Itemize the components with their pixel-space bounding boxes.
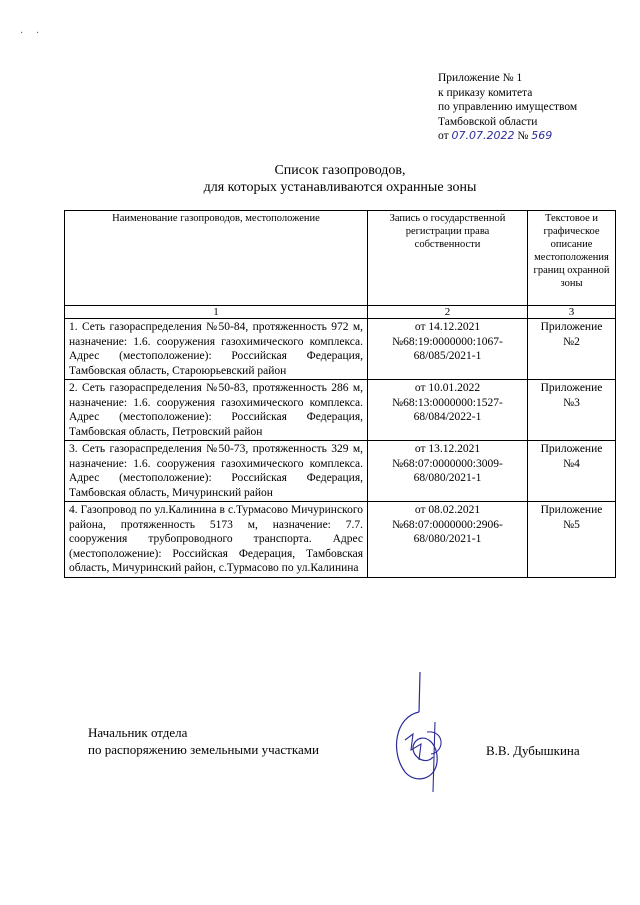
signatory-position (88, 724, 319, 758)
annex-line-3: по управлению имуществом (438, 101, 578, 113)
row-name: 2. Сеть газораспределения №50-83, протяженность 286 м, назначение: 1.6. сооружения газохимического комплекса. Адрес (местоположение): Российская Федерация, Тамбовская область, Петровский район (65, 380, 368, 441)
annex-line-1: Приложение № 1 (438, 72, 523, 84)
annex-number-prefix: № (517, 130, 529, 142)
row-registration: от 10.01.2022 №68:13:0000000:1527-68/084/2022-1 (368, 380, 528, 441)
header-name: Наименование газопроводов, местоположение (65, 211, 368, 306)
row-registration: от 13.12.2021 №68:07:0000000:3009-68/080/2021-1 (368, 441, 528, 502)
row-attachment: Приложение №2 (528, 319, 616, 380)
annex-date-line (438, 129, 577, 144)
row-name: 4. Газопровод по ул.Калинина в с.Турмасово Мичуринского района, протяженность 5173 м, назначение: 7.7. сооружения трубопроводного транспорта. Адрес (местоположение): Российская Федерация, Тамбовская область, Мичуринский район, с.Турмасово по ул.Калинина (65, 502, 368, 578)
annex-date-handwritten: 07.07.2022 (451, 129, 515, 142)
signer-name: В.В. Дубышкина (486, 743, 580, 758)
table-row (65, 441, 616, 502)
header-description: Текстовое и графическое описание местоположения границ охранной зоны (528, 211, 616, 306)
row-attachment: Приложение №4 (528, 441, 616, 502)
pipelines-table (64, 210, 616, 578)
column-number: 3 (528, 306, 616, 319)
annex-date-prefix: от (438, 130, 449, 142)
row-registration: от 14.12.2021 №68:19:0000000:1067-68/085/2021-1 (368, 319, 528, 380)
annex-line-4: Тамбовской области (438, 115, 538, 128)
column-number-row (65, 306, 616, 319)
position-line-2: по распоряжению земельными участками (88, 742, 319, 757)
table-row (65, 380, 616, 441)
annex-block (438, 71, 577, 144)
annex-number-handwritten: 569 (531, 129, 553, 142)
document-title (160, 162, 520, 196)
annex-line-2: к приказу комитета (438, 86, 533, 99)
column-number: 2 (368, 306, 528, 319)
table-header-row (65, 211, 616, 306)
title-line-1: Список газопроводов, (274, 163, 406, 178)
row-name: 3. Сеть газораспределения №50-73, протяженность 329 м, назначение: 1.6. сооружения газохимического комплекса. Адрес (местоположение): Российская Федерация, Тамбовская область, Мичуринский район (65, 441, 368, 502)
title-line-2: для которых устанавливаются охранные зоны (203, 180, 477, 195)
header-registration: Запись о государственной регистрации права собственности (368, 211, 528, 306)
table-row (65, 502, 616, 578)
position-line-1: Начальник отдела (88, 725, 188, 740)
row-registration: от 08.02.2021 №68:07:0000000:2906-68/080/2021-1 (368, 502, 528, 578)
row-attachment: Приложение №3 (528, 380, 616, 441)
row-name: 1. Сеть газораспределения №50-84, протяженность 972 м, назначение: 1.6. сооружения газохимического комплекса. Адрес (местоположение): Российская Федерация, Тамбовская область, Староюрьевский район (65, 319, 368, 380)
scan-specks: · · (20, 28, 40, 39)
handwritten-signature (375, 672, 465, 802)
column-number: 1 (65, 306, 368, 319)
row-attachment: Приложение №5 (528, 502, 616, 578)
table-row (65, 319, 616, 380)
